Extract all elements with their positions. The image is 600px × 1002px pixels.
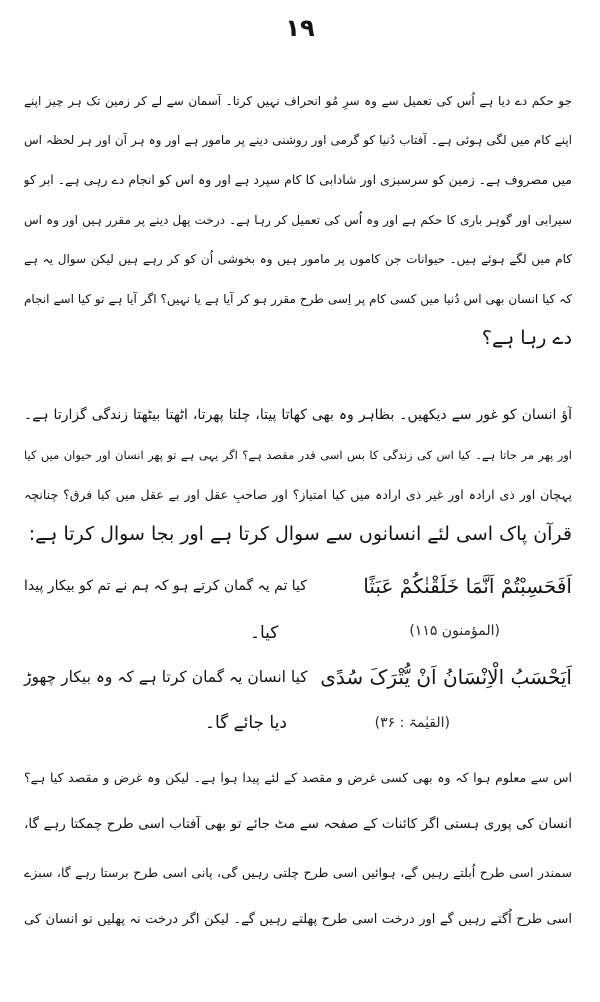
paragraph-2-line-4: قرآن پاک اسی لئے انسانوں سے سوال کرتا ہے اور بجا سوال کرتا ہے: (28, 523, 572, 545)
paragraph-1-line-2: اپنے کام میں لگی ہوئی ہے۔ آفتاب دُنیا کو گرمی اور روشنی دینے پر مامور ہے اور وہ ہر آن اور ہر لحظہ اس (24, 133, 572, 147)
paragraph-2-line-1: آؤ انسان کو غور سے دیکھیں۔ بظاہر وہ بھی کھاتا پیتا، چلتا پھرتا، اٹھتا بیٹھتا زندگی گزارتا ہے۔ (24, 407, 572, 423)
paragraph-1-line-4: سیرابی اور گوہر باری کا حکم ہے اور وہ اُس کی تعمیل کر رہا ہے۔ درخت پھل دینے پر مقرر ہیں اور وہ اس (24, 213, 572, 227)
paragraph-3-line-4: اسی طرح اُگتے رہیں گے اور درخت اسی طرح پھلتے رہیں گے۔ لیکن اگر درخت نہ پھلیں تو انسان کی (24, 912, 572, 927)
paragraph-1-line-6: کہ کیا انسان بھی اس دُنیا میں کسی کام پر اِسی طرح مقرر ہو کر آیا ہے یا نہیں؟ اگر آیا ہے تو کیا اسے انجام (24, 292, 572, 306)
verse-2-translation: کیا انسان یہ گمان کرتا ہے کہ وہ بیکار چھوڑ (24, 668, 308, 686)
page-number: ١٩ (285, 14, 315, 42)
paragraph-1-line-1: جو حکم دے دیا ہے اُس کی تعمیل سے وہ سرِ مُو انحراف نہیں کرتا۔ آسمان سے لے کر زمین تک ہر چیز اپنے (24, 94, 572, 108)
verse-2 (24, 660, 572, 694)
paragraph-1-line-7: دے رہا ہے؟ (481, 327, 572, 349)
verse-1-translation: کیا تم یہ گمان کرتے ہو کہ ہم نے تم کو بیکار پیدا (24, 578, 307, 594)
paragraph-3-line-1: اس سے معلوم ہوا کہ وہ بھی کسی غرض و مقصد کے لئے پیدا ہوا ہے۔ لیکن وہ غرض و مقصد کیا ہے؟ (24, 770, 572, 785)
verse-2-connector: دیا جائے گا۔ (205, 713, 287, 733)
verse-2-arabic: اَیَحْسَبُ الْاِنْسَانُ اَنْ یُّتْرَکَ سُدًی (320, 665, 572, 689)
verse-1-reference: (المؤمنون ۱۱۵) (409, 623, 500, 639)
verse-1-arabic: اَفَحَسِبْتُمْ اَنَّمَا خَلَقْنٰکُمْ عَبَثًا (363, 574, 572, 598)
verse-2-reference: (القیٰمۃ : ۳۶) (374, 715, 450, 731)
paragraph-2-line-3: پہچان اور ذی ارادہ اور غیر ذی ارادہ میں کیا امتیاز؟ اور صاحبِ عقل اور بے عقل میں کیا فرق؟ چنانچہ (24, 487, 572, 502)
verse-1 (24, 569, 572, 603)
verse-1-connector: کیا۔ (250, 623, 279, 643)
paragraph-1-line-5: کام میں لگے ہوئے ہیں۔ حیوانات جن کاموں پر مامور ہیں وہ بخوشی اُن کو کر رہے ہیں لیکن سوال یہ ہے (24, 252, 572, 266)
paragraph-3-line-2: انسان کی پوری ہستی اگر کائنات کے صفحہ سے مٹ جائے تو بھی آفتاب اسی طرح چمکتا رہے گا، (24, 816, 572, 832)
paragraph-1-line-3: میں مصروف ہے۔ زمین کو سرسبزی اور شادابی کا کام سپرد ہے اور وہ اس کو انجام دے رہی ہے۔ ابر کو (24, 172, 572, 187)
paragraph-2-line-2: اور پھر مر جاتا ہے۔ کیا اس کی زندگی کا بس اسی قدر مقصد ہے؟ اگر یہی ہے تو پھر انسان اور حیوان میں کیا (24, 448, 572, 462)
paragraph-3-line-3: سمندر اسی طرح اُبلتے رہیں گے، ہوائیں اسی طرح چلتی رہیں گی، پانی اسی طرح برستا رہے گا، سبزے (24, 865, 572, 880)
